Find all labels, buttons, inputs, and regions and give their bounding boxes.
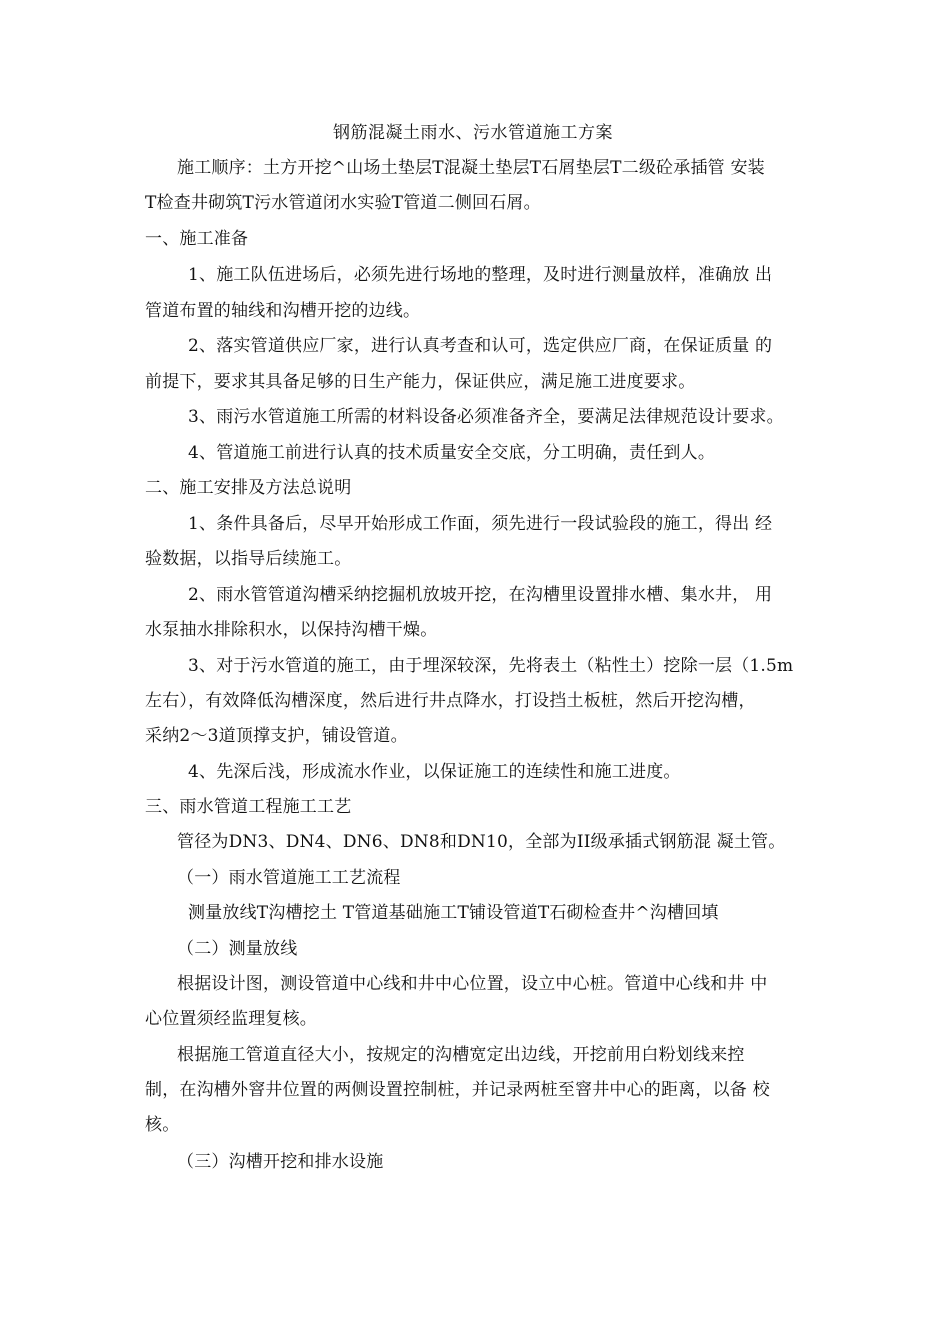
paragraph-line: 根据施工管道直径大小，按规定的沟槽宽定出边线，开挖前用白粉划线来控 <box>177 1045 745 1065</box>
subsection-heading: （一）雨水管道施工工艺流程 <box>177 868 401 888</box>
paragraph-line: 3、对于污水管道的施工，由于埋深较深，先将表土（粘性土）挖除一层（1.5m <box>188 656 794 676</box>
paragraph-line: 核。 <box>145 1115 180 1135</box>
paragraph-line: 管道布置的轴线和沟槽开挖的边线。 <box>145 301 421 321</box>
paragraph-line: 1、条件具备后，尽早开始形成工作面，须先进行一段试验段的施工，得出 经 <box>188 514 773 534</box>
paragraph-line: T检查井砌筑T污水管道闭水实验T管道二侧回石屑。 <box>145 193 541 213</box>
paragraph-line: 心位置须经监理复核。 <box>145 1009 317 1029</box>
section-heading: 三、雨水管道工程施工工艺 <box>145 797 352 817</box>
paragraph-line: 验数据，以指导后续施工。 <box>145 549 352 569</box>
paragraph-line: 3、雨污水管道施工所需的材料设备必须准备齐全，要满足法律规范设计要求。 <box>188 407 784 427</box>
paragraph-line: 水泵抽水排除积水，以保持沟槽干燥。 <box>145 620 438 640</box>
paragraph-line: 施工顺序：土方开挖^山场土垫层T混凝土垫层T石屑垫层T二级砼承插管 安装 <box>177 158 765 178</box>
paragraph-line: 管径为DN3、DN4、DN6、DN8和DN10，全部为II级承插式钢筋混 凝土管。 <box>177 832 786 852</box>
subsection-heading: （二）测量放线 <box>177 939 298 959</box>
document-title: 钢筋混凝土雨水、污水管道施工方案 <box>333 123 613 143</box>
paragraph-line: 制，在沟槽外窨井位置的两侧设置控制桩，并记录两桩至窨井中心的距离，以备 校 <box>145 1080 770 1100</box>
paragraph-line: 4、先深后浅，形成流水作业，以保证施工的连续性和施工进度。 <box>188 762 681 782</box>
paragraph-line: 测量放线T沟槽挖土 T管道基础施工T铺设管道T石砌检查井^沟槽回填 <box>188 903 719 923</box>
subsection-heading: （三）沟槽开挖和排水设施 <box>177 1152 384 1172</box>
paragraph-line: 2、落实管道供应厂家，进行认真考查和认可，选定供应厂商，在保证质量 的 <box>188 336 773 356</box>
section-heading: 一、施工准备 <box>145 229 249 249</box>
paragraph-line: 根据设计图，测设管道中心线和井中心位置，设立中心桩。管道中心线和井 中 <box>177 974 768 994</box>
paragraph-line: 左右），有效降低沟槽深度，然后进行井点降水，打设挡土板桩，然后开挖沟槽， <box>145 691 756 711</box>
paragraph-line: 4、管道施工前进行认真的技术质量安全交底，分工明确，责任到人。 <box>188 443 716 463</box>
paragraph-line: 1、施工队伍进场后，必须先进行场地的整理，及时进行测量放样，准确放 出 <box>188 265 773 285</box>
paragraph-line: 前提下，要求其具备足够的日生产能力，保证供应，满足施工进度要求。 <box>145 372 696 392</box>
paragraph-line: 2、雨水管管道沟槽采纳挖掘机放坡开挖，在沟槽里设置排水槽、集水井， 用 <box>188 585 773 605</box>
paragraph-line: 采纳2〜3道顶撑支护，铺设管道。 <box>145 726 408 746</box>
section-heading: 二、施工安排及方法总说明 <box>145 478 352 498</box>
